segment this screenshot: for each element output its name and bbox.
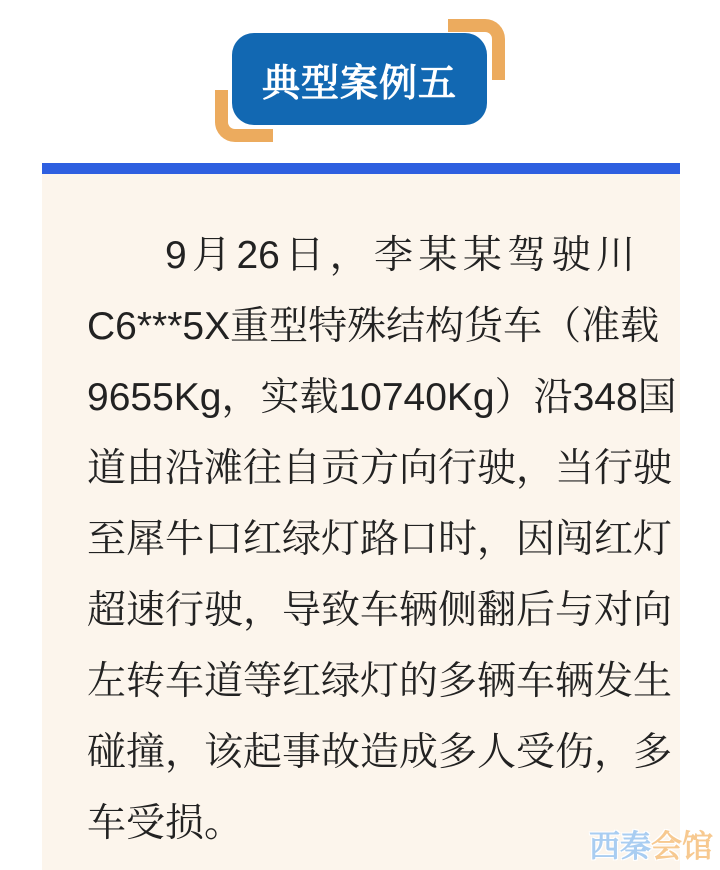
watermark-left-text: 西秦 [589, 829, 651, 864]
text-line: 车受损。 [87, 802, 244, 845]
case-description [42, 174, 680, 859]
text-line: C6***5X重型特殊结构货车（准载 [87, 305, 660, 348]
case-content-box [42, 163, 680, 870]
text-line: 超速行驶，导致车辆侧翻后与对向 [87, 589, 673, 632]
case-header [0, 0, 720, 163]
text-line: 9月26日，李某某驾驶川 [165, 234, 635, 277]
case-title: 典型案例五 [261, 62, 457, 105]
watermark-right-text: 会馆 [651, 829, 713, 864]
text-line: 左转车道等红绿灯的多辆车辆发生 [87, 660, 673, 703]
case-title-badge [232, 33, 487, 125]
text-line: 至犀牛口红绿灯路口时，因闯红灯 [87, 518, 673, 561]
text-line: 9655Kg，实载10740Kg）沿348国 [87, 376, 677, 419]
text-line: 碰撞，该起事故造成多人受伤，多 [87, 731, 673, 774]
text-line: 道由沿滩往自贡方向行驶，当行驶 [87, 447, 673, 490]
watermark [589, 821, 713, 866]
